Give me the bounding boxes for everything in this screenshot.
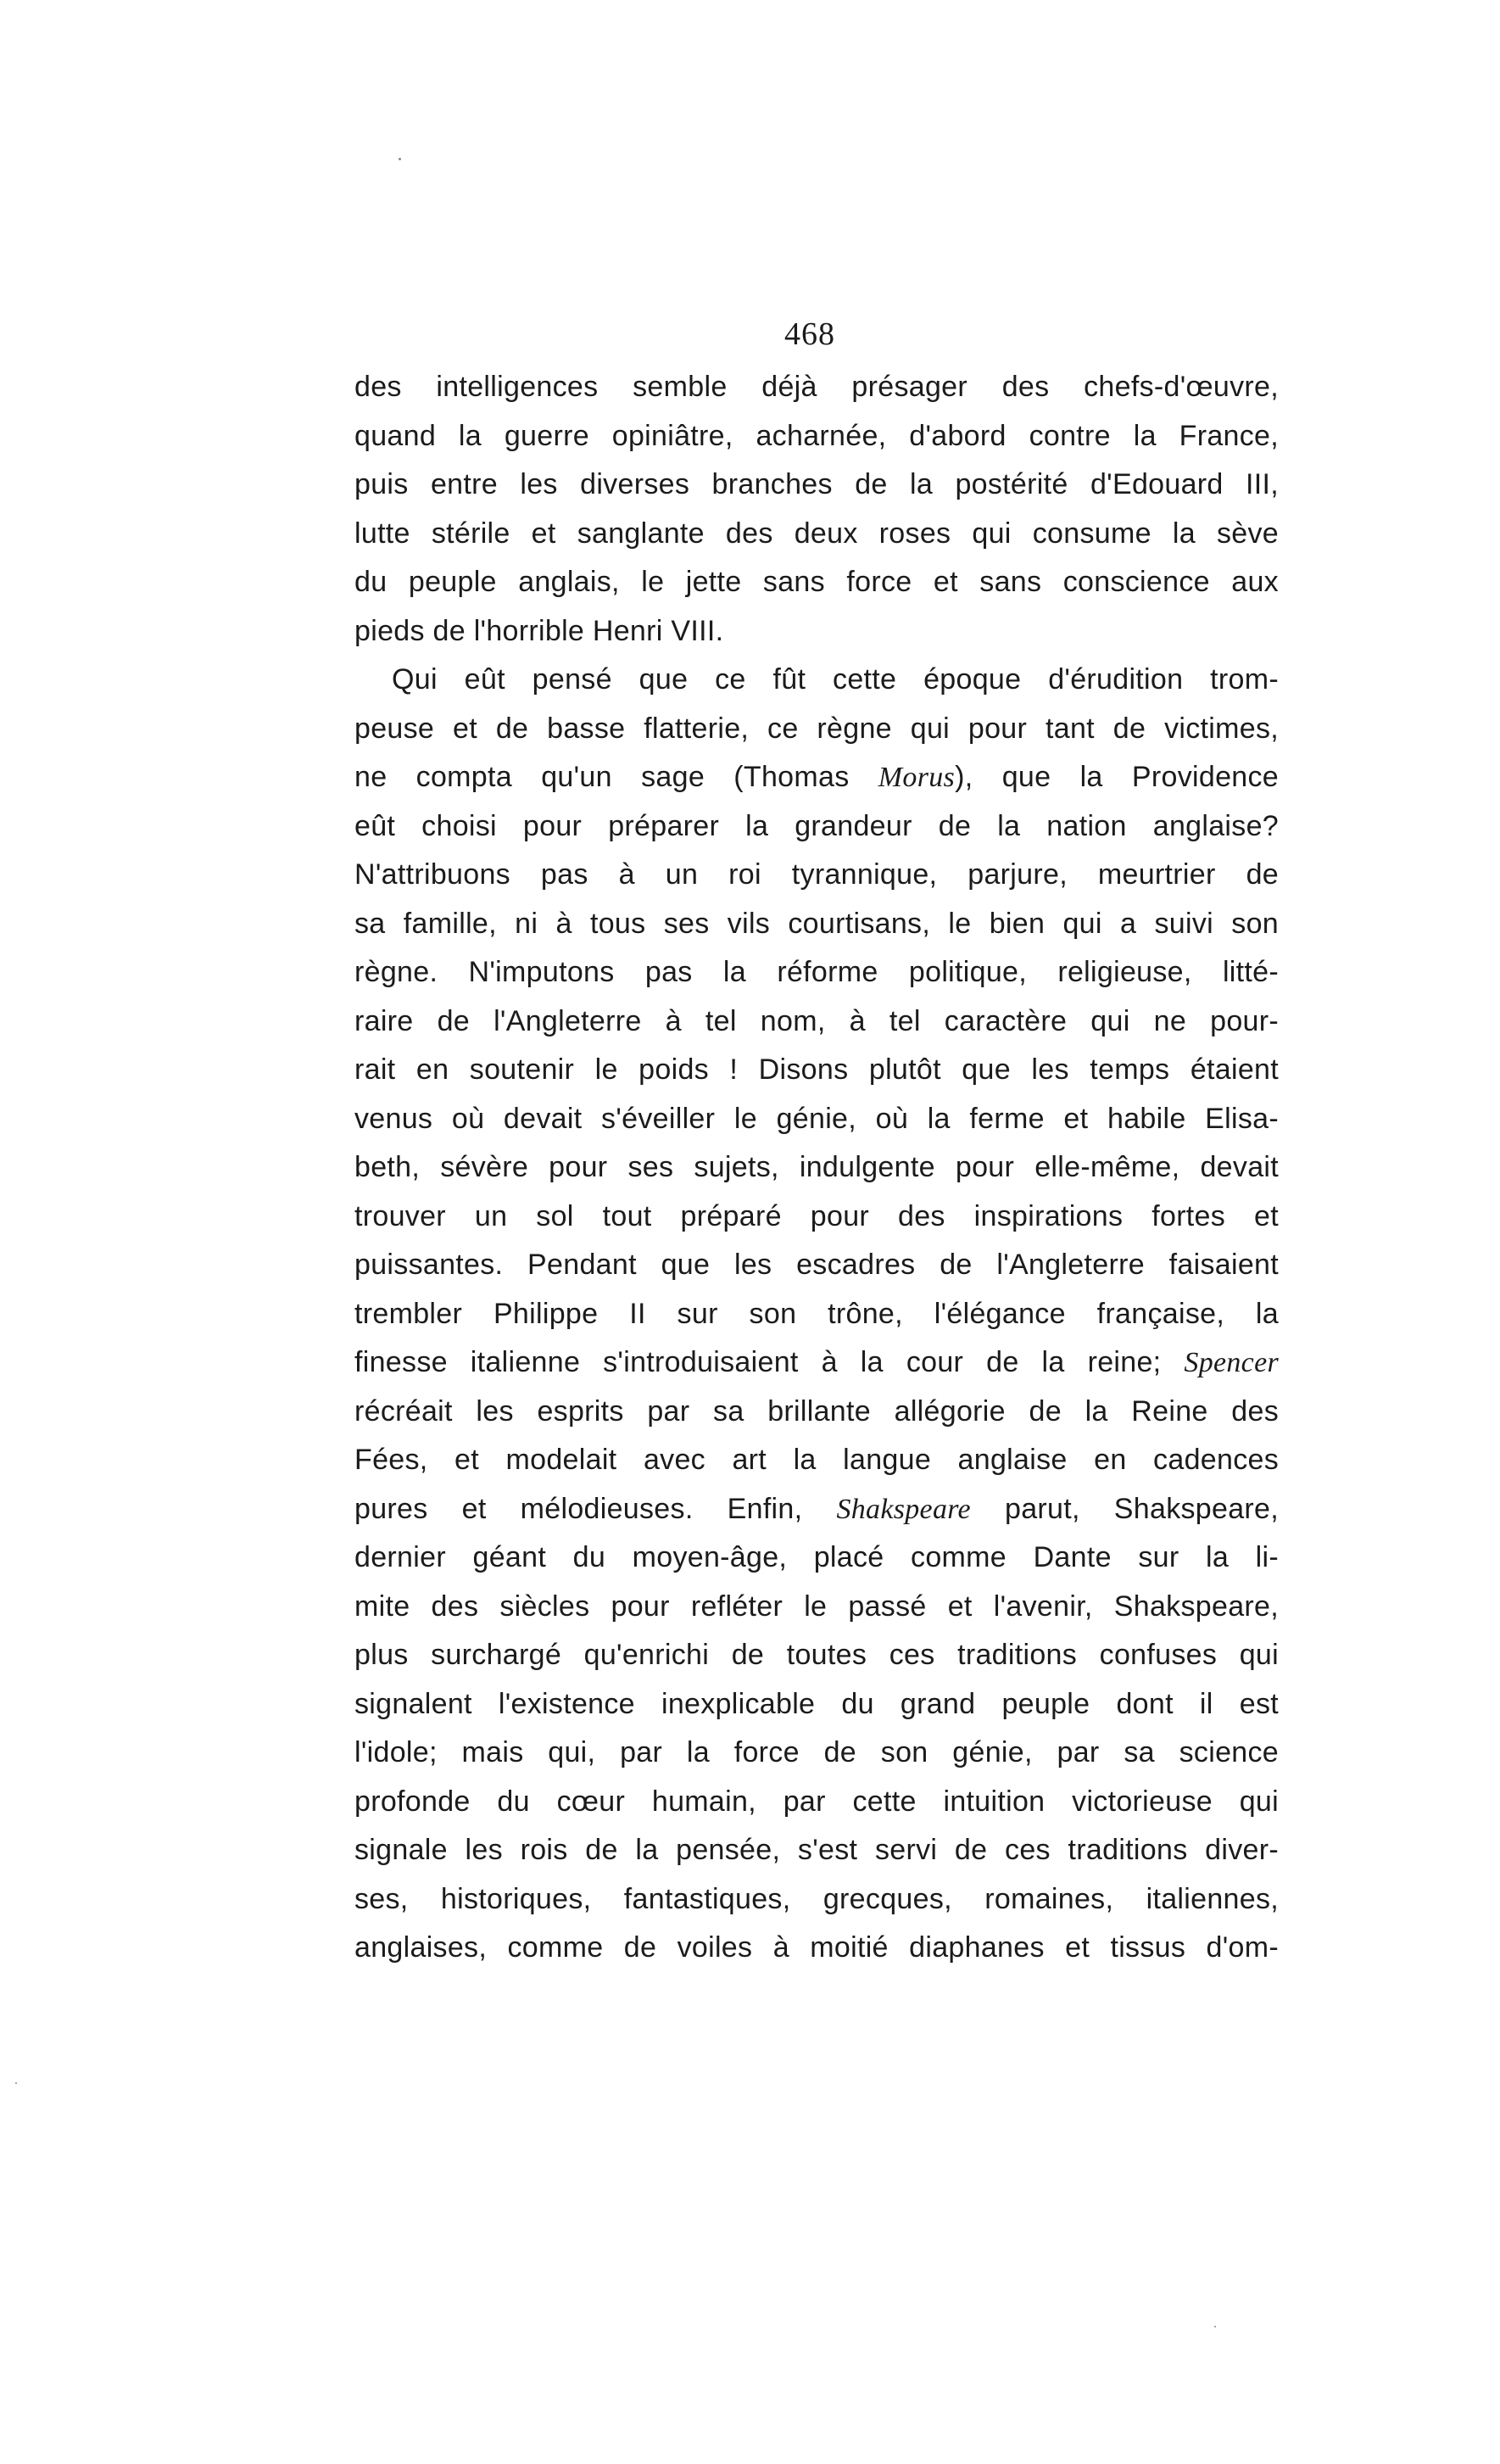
text-line: signale les rois de la pensée, s'est servi de ces traditions diver- [354, 1834, 1279, 1866]
text-line: lutte stérile et sanglante des deux roses qui consume la sève [354, 517, 1279, 550]
text-line: peuse et de basse flatterie, ce règne qui pour tant de victimes, [354, 712, 1279, 745]
text-line: N'attribuons pas à un roi tyrannique, parjure, meurtrier de [354, 858, 1279, 891]
text-line: sa famille, ni à tous ses vils courtisans, le bien qui a suivi son [354, 907, 1279, 940]
text-line: l'idole; mais qui, par la force de son génie, par sa science [354, 1736, 1279, 1768]
text-run: finesse italienne s'introduisaient à la cour de la reine; [354, 1346, 1185, 1378]
text-run: ne compta qu'un sage (Thomas [354, 761, 878, 793]
italic-name-morus: Morus [878, 762, 956, 793]
italic-name-shakspeare: Shakspeare [836, 1493, 971, 1525]
italic-name-spencer: Spencer [1184, 1347, 1279, 1378]
text-line: récréait les esprits par sa brillante allégorie de la Reine des [354, 1394, 1279, 1428]
paper-speck [1214, 2326, 1216, 2327]
text-run: ), que la Providence [955, 761, 1279, 793]
text-line: du peuple anglais, le jette sans force et sans conscience aux [354, 566, 1279, 598]
paper-speck [15, 2082, 17, 2084]
paper-speck [399, 158, 401, 160]
text-line: puissantes. Pendant que les escadres de l'Angleterre faisaient [354, 1249, 1279, 1281]
text-line: ses, historiques, fantastiques, grecques, romaines, italiennes, [354, 1882, 1279, 1915]
text-line: anglaises, comme de voiles à moitié diaphanes et tissus d'om- [354, 1931, 1279, 1964]
text-line: quand la guerre opiniâtre, acharnée, d'abord contre la France, [354, 419, 1279, 452]
text-line: beth, sévère pour ses sujets, indulgente pour elle-même, devait [354, 1151, 1279, 1183]
body-text [354, 363, 1279, 1973]
text-line: trembler Philippe II sur son trône, l'élégance française, la [354, 1297, 1279, 1330]
text-line: profonde du cœur humain, par cette intuition victorieuse qui [354, 1785, 1279, 1818]
text-line: plus surchargé qu'enrichi de toutes ces traditions confuses qui [354, 1639, 1279, 1671]
text-line: trouver un sol tout préparé pour des inspirations fortes et [354, 1199, 1279, 1232]
text-line [354, 1338, 1279, 1388]
text-line: des intelligences semble déjà présager des chefs-d'œuvre, [354, 371, 1279, 403]
text-line: eût choisi pour préparer la grandeur de la nation anglaise? [354, 809, 1279, 842]
text-run: pures et mélodieuses. Enfin, [354, 1492, 837, 1525]
text-line: mite des siècles pour refléter le passé et l'avenir, Shakspeare, [354, 1590, 1279, 1623]
text-line [354, 753, 1279, 802]
text-line: Fées, et modelait avec art la langue anglaise en cadences [354, 1444, 1279, 1476]
text-line: règne. N'imputons pas la réforme politique, religieuse, litté- [354, 956, 1279, 988]
text-line: signalent l'existence inexplicable du grand peuple dont il est [354, 1687, 1279, 1720]
text-line: raire de l'Angleterre à tel nom, à tel caractère qui ne pour- [354, 1004, 1279, 1037]
text-line: puis entre les diverses branches de la postérité d'Edouard III, [354, 468, 1279, 500]
text-line: dernier géant du moyen-âge, placé comme Dante sur la li- [354, 1541, 1279, 1573]
paragraph-first-line: Qui eût pensé que ce fût cette époque d'érudition trom- [392, 663, 1279, 696]
text-line: rait en soutenir le poids ! Disons plutôt que les temps étaient [354, 1053, 1279, 1086]
text-line: venus où devait s'éveiller le génie, où la ferme et habile Elisa- [354, 1102, 1279, 1135]
text-line: pieds de l'horrible Henri VIII. [354, 614, 724, 647]
page-number: 468 [784, 316, 835, 352]
text-run: parut, Shakspeare, [970, 1492, 1279, 1525]
text-line [354, 1485, 1279, 1534]
